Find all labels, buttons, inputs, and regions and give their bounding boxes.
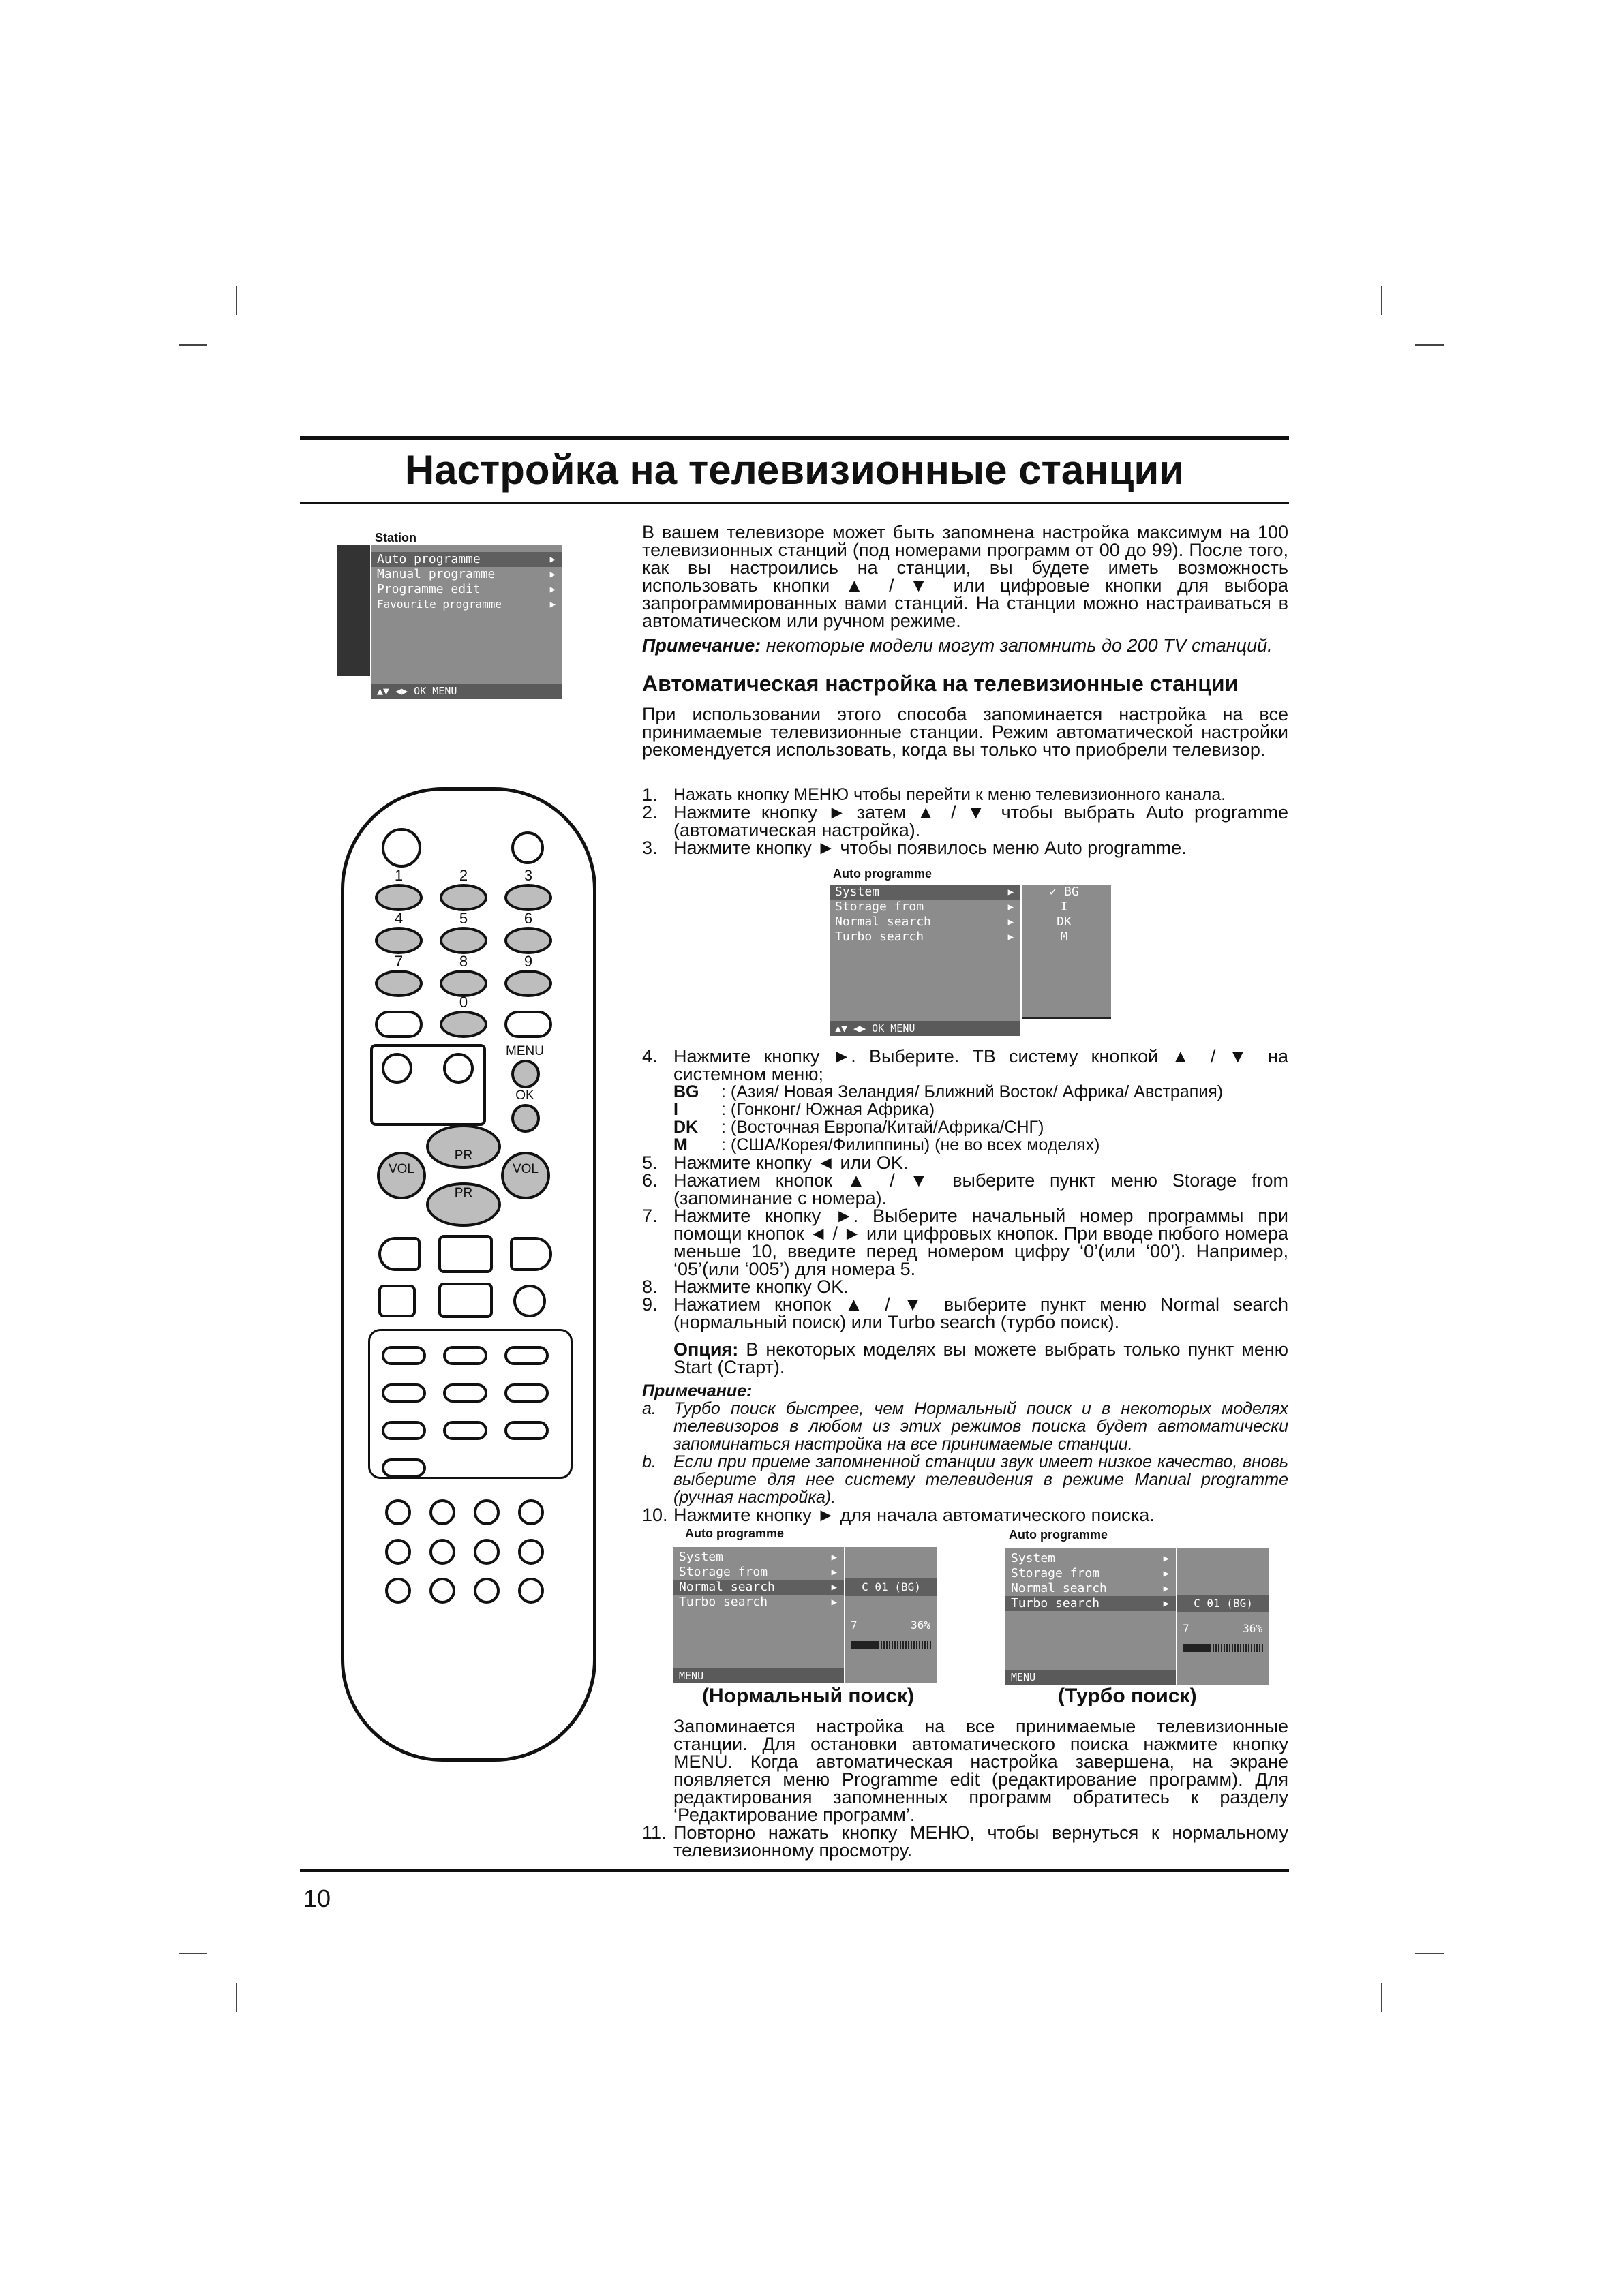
system-value: : (США/Корея/Филиппины) (не во всех моделях) (721, 1135, 1100, 1154)
search-menu-caption: Auto programme (1009, 1528, 1108, 1542)
system-option-dk[interactable]: DK (1057, 915, 1072, 929)
menu-item-system[interactable] (673, 1550, 844, 1565)
arrow-right-icon: ▶ (831, 1552, 837, 1563)
arrow-right-icon: ▶ (1163, 1553, 1169, 1564)
section-heading: Автоматическая настройка на телевизионные станции (642, 671, 1239, 696)
list-item (642, 1278, 1288, 1296)
step-text: Нажмите кнопку ► затем ▲ / ▼ чтобы выбрать Auto programme (автоматическая настройка). (673, 802, 1288, 840)
system-option-i[interactable]: I (1060, 900, 1068, 914)
system-option-m[interactable]: M (1060, 930, 1068, 944)
section-paragraph: При использовании этого способа запоминается настройка на все принимаемые телевизионные станции. Режим автоматической настройки рекомендуется использовать, когда вы только что приобрели телевизор. (642, 704, 1288, 760)
menu-item-label: Storage from (835, 900, 924, 914)
arrow-right-icon: ▶ (549, 569, 556, 580)
list-button[interactable] (375, 1011, 423, 1038)
menu-item-system[interactable] (1005, 1551, 1176, 1566)
menu-item-label: Normal search (1011, 1581, 1107, 1595)
list-item (642, 1296, 1288, 1331)
color-key[interactable] (385, 1539, 411, 1565)
digit-label: 7 (394, 953, 404, 970)
progress-fill (851, 1641, 879, 1649)
step-number: 6. (642, 1170, 658, 1191)
option-label: Опция: (673, 1339, 739, 1360)
list-item (642, 839, 1288, 857)
station-menu-iconbar (337, 545, 370, 676)
search-progress-panel (845, 1547, 937, 1683)
teletext-button[interactable] (504, 1346, 549, 1365)
arrow-right-icon: ▶ (1163, 1568, 1169, 1579)
step-text: Нажмите кнопку ►. Выберите начальный номер программы при помощи кнопок ◄ / ► или цифровых кнопок. При вводе пюбого номера меньше 10, введите перед номером цифру ‘0’(или ‘00’). Например, ‘05’(или ‘005’) для номера 5. (673, 1206, 1288, 1279)
menu-item-auto-programme[interactable] (371, 552, 562, 567)
list-item (642, 1717, 1288, 1824)
teletext-button[interactable] (382, 1383, 426, 1403)
note-text: Турбо поиск быстрее, чем Нормальный поиск и в некоторых моделях телевизоров в любом из этих режимов поиска будет автоматически запоминаться настройка на все принимаемые станции. (673, 1399, 1288, 1454)
step-number: 5. (642, 1152, 658, 1173)
color-key[interactable] (429, 1499, 455, 1525)
teletext-button[interactable] (382, 1458, 426, 1478)
menu-item-normal-search[interactable] (673, 1580, 844, 1595)
menu-item-normal-search[interactable] (1005, 1581, 1176, 1596)
arrow-right-icon: ▶ (1163, 1583, 1169, 1594)
menu-item-label: Normal search (835, 915, 931, 929)
menu-item-label: Auto programme (377, 552, 481, 566)
search-progress-panel (1177, 1548, 1269, 1685)
color-key[interactable] (429, 1578, 455, 1604)
steps-list-a (642, 786, 1288, 857)
menu-item-programme-edit[interactable] (371, 582, 562, 597)
color-key[interactable] (518, 1578, 544, 1604)
menu-item-storage-from[interactable] (1005, 1566, 1176, 1581)
digit-label: 6 (524, 910, 533, 927)
list-item (642, 1154, 1288, 1172)
menu-footer: ▲▼ ◀▶ OK MENU (371, 684, 562, 699)
channel-readout: C 01 (BG) (845, 1578, 937, 1596)
crop-mark (179, 1953, 207, 1954)
list-item (642, 1506, 1288, 1524)
after-search-text: Запоминается настройка на все принимаемые телевизионные станции. Для остановки автоматического поиска нажмите кнопку MENU. Когда автоматическая настройка завершена, на экране появляется меню Programme edit (редактирование программ). Для редактирования запомненных программ обратитесь к разделу ‘Редактирование программ’. (673, 1716, 1288, 1825)
ok-label: OK (515, 1088, 534, 1103)
menu-label: MENU (506, 1044, 544, 1058)
menu-item-label: Storage from (1011, 1566, 1100, 1580)
digit-label: 5 (459, 910, 468, 927)
digit-7-button[interactable] (375, 970, 423, 997)
teletext-button[interactable] (504, 1421, 549, 1440)
list-item (642, 1207, 1288, 1278)
step-number: 1. (642, 784, 658, 805)
menu-button[interactable] (511, 1060, 540, 1088)
teletext-button[interactable] (382, 1421, 426, 1440)
system-value: : (Азия/ Новая Зеландия/ Ближний Восток/ Африка/ Австрапия) (721, 1082, 1224, 1101)
system-submenu (1022, 885, 1111, 1019)
system-key: BG (673, 1082, 699, 1101)
system-key: DK (673, 1118, 699, 1137)
arrow-right-icon: ▶ (1163, 1598, 1169, 1609)
arrow-right-icon: ▶ (831, 1567, 837, 1578)
turbo-search-menu (1005, 1548, 1176, 1685)
arrow-right-icon: ▶ (549, 584, 556, 595)
note-label: Примечание: (642, 635, 761, 656)
digit-label: 2 (459, 867, 468, 884)
picture-button[interactable] (438, 1283, 493, 1318)
step-number: 2. (642, 802, 658, 823)
crop-mark (1415, 1953, 1444, 1954)
progress-fill (1183, 1644, 1211, 1652)
menu-item-storage-from[interactable] (673, 1565, 844, 1580)
menu-footer: ▲▼ ◀▶ OK MENU (830, 1021, 1020, 1036)
system-row (673, 1136, 1288, 1154)
step-text: Повторно нажать кнопку МЕНЮ, чтобы вернуться к нормальному телевизионному просмотру. (673, 1822, 1288, 1861)
progress-percent: 36% (1243, 1622, 1262, 1635)
vol-left-label: VOL (388, 1162, 415, 1176)
note-letter: b. (642, 1452, 656, 1471)
list-item (642, 1172, 1288, 1207)
menu-item-storage-from[interactable] (830, 900, 1020, 915)
system-row (673, 1083, 1288, 1101)
tvav-button[interactable] (443, 1053, 474, 1084)
digit-8-button[interactable] (440, 970, 487, 997)
list-item (642, 1824, 1288, 1859)
system-table (673, 1083, 1288, 1154)
color-key[interactable] (385, 1578, 411, 1604)
page-title: Настройка на телевизионные станции (404, 447, 1185, 493)
step-number: 3. (642, 838, 658, 858)
system-key: M (673, 1135, 688, 1154)
menu-item-label: System (679, 1550, 724, 1564)
menu-item-label: System (1011, 1551, 1056, 1565)
digit-5-button[interactable] (440, 927, 487, 954)
menu-item-turbo-search[interactable] (1005, 1596, 1176, 1611)
mute-button[interactable] (511, 831, 544, 864)
list-item (642, 1453, 1288, 1506)
arrow-right-icon: ▶ (831, 1582, 837, 1593)
bottom-rule (300, 1869, 1289, 1872)
digit-label: 1 (394, 867, 404, 884)
intro-note (642, 637, 1288, 654)
digit-label: 9 (524, 953, 533, 970)
crop-mark (236, 286, 237, 315)
remote-control (341, 787, 596, 1762)
system-value: : (Гонконг/ Южная Африка) (721, 1100, 935, 1119)
list-item (642, 1047, 1288, 1083)
menu-item-label: Favourite programme (377, 598, 502, 611)
step-text: Нажатием кнопок ▲ / ▼ выберите пункт меню Normal search (нормальный поиск) или Turbo search (турбо поиск). (673, 1294, 1288, 1332)
programme-number: 7 (851, 1619, 858, 1632)
menu-item-label: Turbo search (1011, 1596, 1100, 1610)
menu-item-turbo-search[interactable] (830, 930, 1020, 945)
crop-mark (1415, 344, 1444, 346)
digit-3-button[interactable] (504, 884, 552, 911)
step-number: 4. (642, 1046, 658, 1067)
list-item (642, 1400, 1288, 1453)
programme-number: 7 (1183, 1622, 1189, 1635)
color-button-center[interactable] (438, 1235, 493, 1273)
arrow-right-icon: ▶ (1007, 887, 1014, 898)
vol-right-label: VOL (512, 1162, 539, 1176)
ok-button[interactable] (511, 1104, 540, 1133)
teletext-button[interactable] (382, 1346, 426, 1365)
step-4 (642, 1047, 1288, 1154)
step-text: Нажмите кнопку ◄ или OK. (673, 1152, 909, 1173)
menu-footer: MENU (1005, 1670, 1176, 1685)
digit-6-button[interactable] (504, 927, 552, 954)
station-menu-caption: Station (375, 531, 416, 545)
menu-item-label: Programme edit (377, 582, 481, 596)
digit-0-button[interactable] (440, 1011, 487, 1038)
crop-mark (236, 1983, 237, 2012)
menu-item-favourite-programme[interactable] (371, 597, 562, 612)
list-item (642, 786, 1288, 803)
top-rule (300, 436, 1289, 440)
intro-paragraph: В вашем телевизоре может быть запомнена настройка максимум на 100 телевизионных станций (под номерами программ от 00 до 99). После того, как вы настроились на станции, вы будете иметь возможность использовать кнопки ▲ / ▼ или цифровые кнопки для выбора запрограммированных вами станций. На станции можно настраиваться в автоматическом или ручном режиме. (642, 522, 1288, 631)
input-button[interactable] (382, 1053, 412, 1084)
step-text: Нажмите кнопку ►. Выберите. ТВ систему кнопкой ▲ / ▼ на системном меню; (673, 1046, 1288, 1084)
normal-search-menu (673, 1547, 844, 1683)
option-text: В некоторых моделях вы можете выбрать только пункт меню Start (Старт). (673, 1339, 1288, 1377)
arrow-right-icon: ▶ (1007, 902, 1014, 913)
search-menu-caption: Auto programme (685, 1527, 785, 1540)
menu-item-turbo-search[interactable] (673, 1595, 844, 1610)
digit-label: 4 (394, 910, 404, 927)
step-text: Нажать кнопку МЕНЮ чтобы перейти к меню телевизионного канала. (673, 785, 1226, 804)
sleep-button[interactable] (378, 1285, 416, 1317)
system-row (673, 1101, 1288, 1118)
color-key[interactable] (474, 1539, 500, 1565)
menu-item-label: Storage from (679, 1565, 768, 1579)
teletext-button[interactable] (443, 1346, 487, 1365)
channel-readout: C 01 (BG) (1177, 1595, 1269, 1612)
auto-menu-caption: Auto programme (833, 867, 932, 881)
system-row (673, 1118, 1288, 1136)
digit-4-button[interactable] (375, 927, 423, 954)
auto-programme-menu (830, 885, 1020, 1036)
station-menu (371, 545, 562, 699)
menu-item-normal-search[interactable] (830, 915, 1020, 930)
progress-bar (851, 1641, 931, 1649)
steps-list-b (642, 1154, 1288, 1376)
digit-label: 3 (524, 867, 533, 884)
pr-up-label: PR (454, 1148, 473, 1163)
teletext-button[interactable] (443, 1421, 487, 1440)
step-text: Нажатием кнопок ▲ / ▼ выберите пункт меню Storage from (запоминание с номера). (673, 1170, 1288, 1208)
digit-2-button[interactable] (440, 884, 487, 911)
page-number: 10 (303, 1884, 331, 1912)
qview-button[interactable] (504, 1011, 552, 1038)
note-text: некоторые модели могут запомнить до 200 TV станций. (761, 635, 1273, 656)
arrow-right-icon: ▶ (549, 554, 556, 565)
color-button-left[interactable] (378, 1237, 421, 1271)
title-underline (300, 502, 1289, 504)
system-key: I (673, 1100, 678, 1119)
step-number: 11. (642, 1822, 667, 1843)
menu-item-label: System (835, 885, 880, 899)
step-text: Нажмите кнопку ► чтобы появилось меню Auto programme. (673, 838, 1187, 858)
digit-label: 0 (459, 994, 468, 1011)
menu-item-label: Turbo search (679, 1595, 768, 1609)
arrow-right-icon: ▶ (1007, 932, 1014, 943)
power-button[interactable] (382, 828, 421, 868)
search-mode-label: (Турбо поиск) (1058, 1685, 1197, 1707)
search-mode-label: (Нормальный поиск) (702, 1685, 914, 1707)
color-button-right[interactable] (510, 1237, 552, 1271)
progress-bar (1183, 1644, 1263, 1652)
option-note (642, 1341, 1288, 1376)
menu-item-system[interactable] (830, 885, 1020, 900)
step-number: 7. (642, 1206, 658, 1226)
menu-item-label: Manual programme (377, 567, 496, 581)
step-10 (642, 1506, 1288, 1524)
teletext-button[interactable] (504, 1383, 549, 1403)
system-option-bg[interactable]: ✓ BG (1049, 885, 1079, 899)
step-text: Нажмите кнопку ► для начала автоматического поиска. (673, 1505, 1155, 1525)
digit-label: 8 (459, 953, 468, 970)
crop-mark (1381, 1983, 1382, 2012)
color-key[interactable] (474, 1499, 500, 1525)
color-key[interactable] (429, 1539, 455, 1565)
arrow-right-icon: ▶ (1007, 917, 1014, 928)
note-label: Примечание: (642, 1381, 753, 1400)
pr-down-label: PR (454, 1186, 473, 1200)
digit-9-button[interactable] (504, 970, 552, 997)
color-key[interactable] (385, 1499, 411, 1525)
note-block (642, 1382, 1288, 1506)
record-button[interactable] (513, 1285, 546, 1317)
crop-mark (1381, 286, 1382, 315)
progress-percent: 36% (911, 1619, 930, 1632)
arrow-right-icon: ▶ (831, 1597, 837, 1608)
note-text: Если при приеме запомненной станции звук имеет низкое качество, вновь выберите для нее систему телевидения в режиме Manual programme (ручная настройка). (673, 1452, 1288, 1507)
step-number: 9. (642, 1294, 658, 1315)
crop-mark (179, 344, 207, 346)
menu-item-manual-programme[interactable] (371, 567, 562, 582)
digit-1-button[interactable] (375, 884, 423, 911)
arrow-right-icon: ▶ (549, 599, 556, 610)
color-key[interactable] (474, 1578, 500, 1604)
menu-item-label: Turbo search (835, 930, 924, 944)
color-key[interactable] (518, 1499, 544, 1525)
menu-footer: MENU (673, 1668, 844, 1683)
after-search (642, 1717, 1288, 1859)
list-item (642, 803, 1288, 839)
step-number: 10. (642, 1505, 668, 1525)
step-text: Нажмите кнопку OK. (673, 1276, 849, 1297)
note-letter: a. (642, 1399, 656, 1418)
color-key[interactable] (518, 1539, 544, 1565)
menu-item-label: Normal search (679, 1580, 775, 1594)
intro-section (642, 523, 1288, 654)
teletext-button[interactable] (443, 1383, 487, 1403)
step-number: 8. (642, 1276, 658, 1297)
system-value: : (Восточная Европа/Китай/Африка/СНГ) (721, 1118, 1044, 1137)
